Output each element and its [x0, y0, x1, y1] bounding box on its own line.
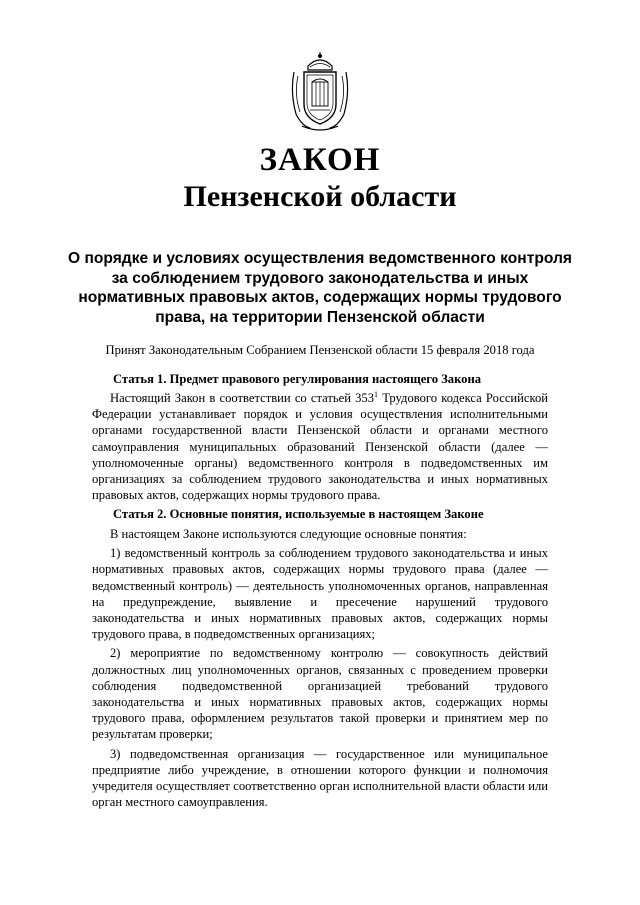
article-2-body: [92, 526, 548, 810]
article-1-text-end: Трудового кодекса Российской Федерации устанавливает порядок и условия осуществления исполнительными органами государственной власти Пензенской области и органами местного самоуправления муниципальных образований Пензенской области (далее — уполномоченные органы) ведомственного контроля в подведомственных им организациях за соблюдением трудового законодательства и иных нормативных правовых актов, содержащих нормы трудового права.: [92, 391, 548, 503]
law-title-line: за соблюдением трудового законодательства и иных: [111, 269, 529, 287]
article-1-text-start: Настоящий Закон в соответствии со статьей 353: [110, 391, 375, 405]
law-title-line: права, на территории Пензенской области: [155, 308, 485, 326]
definition-item: 2) мероприятие по ведомственному контролю — совокупность действий должностных лиц уполномоченных органов, связанных с проведением проверки соблюдения подведомственной организацией требований трудового законодательства и иных нормативных правовых актов, содержащих нормы трудового права, оформлением результатов такой проверки и принятием мер по результатам проверки;: [92, 646, 548, 742]
definition-item: 1) ведомственный контроль за соблюдением трудового законодательства и иных нормативных правовых актов, содержащих нормы трудового права (далее — ведомственный контроль) — деятельность уполномоченных органов, направленная на предупреждение, выявление и пресечение нарушений трудового законодательства и иных нормативных правовых актов, содержащих нормы трудового права, в подведомственных организациях;: [92, 546, 548, 642]
law-title: [66, 249, 574, 327]
article-1-heading: Статья 1. Предмет правового регулирования настоящего Закона: [113, 372, 482, 386]
region-heading: Пензенской области: [183, 180, 457, 213]
document-type-heading: ЗАКОН: [259, 142, 381, 178]
coat-of-arms-emblem: [288, 52, 352, 134]
footnote-superscript: 1: [374, 389, 379, 399]
article-2-heading: Статья 2. Основные понятия, используемые в настоящем Законе: [113, 507, 484, 521]
article-1-body: [92, 390, 548, 503]
adoption-note: Принят Законодательным Собранием Пензенской области 15 февраля 2018 года: [105, 343, 535, 357]
article-2-intro: В настоящем Законе используются следующие основные понятия:: [110, 527, 467, 541]
law-title-line: О порядке и условиях осуществления ведомственного контроля: [67, 250, 573, 267]
law-title-line: нормативных правовых актов, содержащих нормы трудового: [78, 289, 562, 306]
definition-item: 3) подведомственная организация — государственное или муниципальное предприятие либо учреждение, в отношении которого функции и полномочия учредителя осуществляет соответственно орган исполнительной власти области или орган местного самоуправления.: [92, 746, 548, 810]
article-1-paragraph: [92, 390, 548, 503]
